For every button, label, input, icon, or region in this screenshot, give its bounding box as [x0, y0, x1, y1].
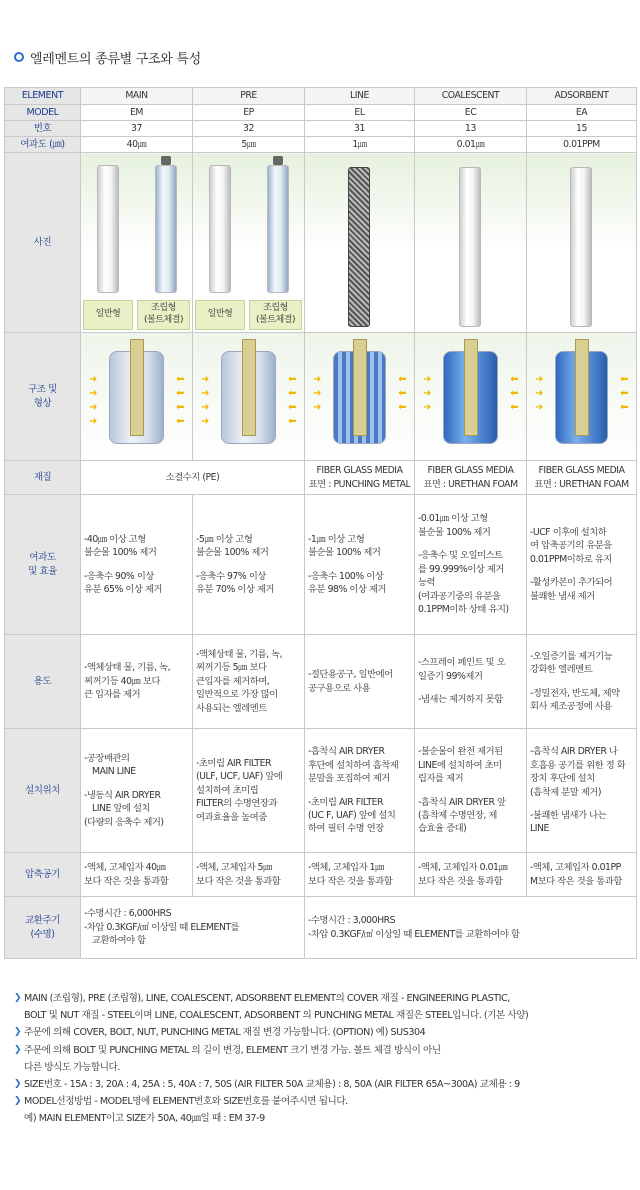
flow-core-icon [353, 339, 367, 436]
number-pre: 32 [193, 121, 305, 137]
table-row-air [5, 853, 637, 897]
efficiency-main: -40㎛ 이상 고형 불순물 100% 제거 -응축수 90% 이상 유분 65% 이상 제거 [81, 495, 193, 635]
filtration-main: 40㎛ [81, 137, 193, 153]
filtration-line: 1㎛ [305, 137, 415, 153]
model-main: EM [81, 105, 193, 121]
bolt-cap-icon [161, 156, 171, 165]
table-row-install [5, 729, 637, 853]
usage-line: -절단용공구, 일반에어 공구용으로 사용 [305, 635, 415, 729]
row-label-number: 번호 [5, 121, 81, 137]
note-item: ❯ SIZE번호 - 15A : 3, 20A : 4, 25A : 5, 40A : 7, 50S (AIR FILTER 50A 교체용) : 8, 50A (AIR FILTER 65A~300A) 교체용 : 9 [14, 1076, 634, 1093]
structure-adsorbent [527, 333, 637, 461]
photo-main [81, 153, 193, 333]
inflow-arrow-icon: ➜ ➜ ➜ ➜ [89, 374, 97, 427]
install-main: -공장배관의 MAIN LINE -냉동식 AIR DRYER LINE 앞에 설치 (다량의 응축수 제거) [81, 729, 193, 853]
inflow-arrow-icon: ⬅ ⬅ ⬅ ⬅ [176, 374, 184, 427]
circle-bullet-icon [14, 52, 24, 62]
structure-pre [193, 333, 305, 461]
row-label-install: 설치위치 [5, 729, 81, 853]
note-item: ❯ MAIN (조립형), PRE (조립형), LINE, COALESCENT, ADSORBENT ELEMENT의 COVER 재질 - ENGINEERING PLASTIC, BOLT 및 NUT 재질 - STEEL이며 LINE, COALESCENT, ADSORBENT 의 PUNCHING METAL 재질은 STEEL입니다. (기본 사양) [14, 990, 634, 1024]
note-item: ❯ 주문에 의해 BOLT 및 PUNCHING METAL 의 길이 변경, ELEMENT 크기 변경 가능. 볼트 체결 방식이 아닌 다른 방식도 가능합니다. [14, 1042, 634, 1076]
air-main: -액체, 고체입자 40㎛ 보다 작은 것을 통과함 [81, 853, 193, 897]
inflow-arrow-icon: ➜ ➜ ➜ [423, 374, 431, 413]
col-header-element: ELEMENT [5, 88, 81, 105]
filter-element-image [459, 167, 481, 327]
row-label-efficiency: 여과도 및 효율 [5, 495, 81, 635]
number-adsorbent: 15 [527, 121, 637, 137]
filter-element-image [267, 165, 289, 293]
model-coalescent: EC [415, 105, 527, 121]
flow-core-icon [130, 339, 144, 436]
material-pe: 소결수지 (PE) [81, 461, 305, 495]
inflow-arrow-icon: ⬅ ⬅ ⬅ [510, 374, 518, 413]
row-label-photo: 사진 [5, 153, 81, 333]
row-label-usage: 용도 [5, 635, 81, 729]
filter-element-image [209, 165, 231, 293]
photo-label-assembly: 조립형 (볼트체결) [249, 300, 302, 330]
col-header-pre: PRE [193, 88, 305, 105]
filtration-pre: 5㎛ [193, 137, 305, 153]
usage-pre: -액체상태 물, 기름, 녹, 찌꺼기등 5㎛ 보다 큰입자를 제거하며, 일반적으로 가장 많이 사용되는 엘레멘트 [193, 635, 305, 729]
model-pre: EP [193, 105, 305, 121]
number-coalescent: 13 [415, 121, 527, 137]
structure-coalescent [415, 333, 527, 461]
col-header-main: MAIN [81, 88, 193, 105]
efficiency-adsorbent: -UCF 이후에 설치하 여 압축공기의 유분을 0.01PPM이하로 유지 -활성카본이 추가되어 불쾌한 냄새 제거 [527, 495, 637, 635]
col-header-coalescent: COALESCENT [415, 88, 527, 105]
note-item: ❯ 주문에 의해 COVER, BOLT, NUT, PUNCHING METAL 재질 변경 가능합니다. (OPTION) 예) SUS304 [14, 1024, 634, 1041]
install-line: -흡착식 AIR DRYER 후단에 설치하여 흡착제 분말을 포집하여 제거 -초미립 AIR FILTER (UC F, UAF) 앞에 설치 하여 필터 수명 연장 [305, 729, 415, 853]
row-label-material: 재질 [5, 461, 81, 495]
install-coalescent: -불순물이 완전 제거된 LINE에 설치하여 초미 립자를 제거 -흡착식 AIR DRYER 앞 (흡착제 수명연장, 제 습효율 증대) [415, 729, 527, 853]
photo-label-assembly: 조립형 (볼트체결) [137, 300, 190, 330]
number-line: 31 [305, 121, 415, 137]
row-label-model: MODEL [5, 105, 81, 121]
air-coalescent: -액체, 고체입자 0.01㎛ 보다 작은 것을 통과함 [415, 853, 527, 897]
photo-adsorbent [527, 153, 637, 333]
bolt-cap-icon [273, 156, 283, 165]
photo-pre [193, 153, 305, 333]
arrow-bullet-icon: ❯ [14, 1079, 22, 1090]
row-label-air: 압축공기 [5, 853, 81, 897]
table-row-model [5, 105, 637, 121]
table-row-usage [5, 635, 637, 729]
flow-core-icon [242, 339, 256, 436]
table-row-structure [5, 333, 637, 461]
row-label-replace: 교환주기 (수명) [5, 897, 81, 959]
filter-element-image [155, 165, 177, 293]
filtration-coalescent: 0.01㎛ [415, 137, 527, 153]
table-row-photo [5, 153, 637, 333]
row-label-structure: 구조 및 형상 [5, 333, 81, 461]
efficiency-pre: -5㎛ 이상 고형 불순물 100% 제거 -응축수 97% 이상 유분 70% 이상 제거 [193, 495, 305, 635]
table-row-efficiency [5, 495, 637, 635]
arrow-bullet-icon: ❯ [14, 1044, 22, 1055]
page-title [14, 47, 201, 67]
air-pre: -액체, 고체입자 5㎛ 보다 작은 것을 통과함 [193, 853, 305, 897]
page-title-text: 엘레멘트의 종류별 구조와 특성 [30, 51, 201, 67]
efficiency-line: -1㎛ 이상 고형 불순물 100% 제거 -응축수 100% 이상 유분 98% 이상 제거 [305, 495, 415, 635]
photo-label-general: 일반형 [83, 300, 133, 330]
material-adsorbent: FIBER GLASS MEDIA 표면 : URETHAN FOAM [527, 461, 637, 495]
col-header-adsorbent: ADSORBENT [527, 88, 637, 105]
model-adsorbent: EA [527, 105, 637, 121]
material-line: FIBER GLASS MEDIA 표면 : PUNCHING METAL [305, 461, 415, 495]
inflow-arrow-icon: ➜ ➜ ➜ ➜ [201, 374, 209, 427]
filtration-adsorbent: 0.01PPM [527, 137, 637, 153]
filter-element-image [97, 165, 119, 293]
usage-main: -액체상태 물, 기름, 녹, 찌꺼기등 40㎛ 보다 큰 입자를 제거 [81, 635, 193, 729]
table-row-filtration [5, 137, 637, 153]
material-coalescent: FIBER GLASS MEDIA 표면 : URETHAN FOAM [415, 461, 527, 495]
install-pre: -초미립 AIR FILTER (ULF, UCF, UAF) 앞에 설치하여 초미립 FILTER의 수명연장과 여과효율을 높여줌 [193, 729, 305, 853]
efficiency-coalescent: -0.01㎛ 이상 고형 불순물 100% 제거 -응축수 및 오일미스트 를 99.999%이상 제거 능력 (여과공기중의 유분을 0.1PPM이하 상태 유지) [415, 495, 527, 635]
structure-main [81, 333, 193, 461]
photo-coalescent [415, 153, 527, 333]
air-line: -액체, 고체입자 1㎛ 보다 작은 것을 통과함 [305, 853, 415, 897]
inflow-arrow-icon: ⬅ ⬅ ⬅ ⬅ [288, 374, 296, 427]
number-main: 37 [81, 121, 193, 137]
table-row-material [5, 461, 637, 495]
usage-coalescent: -스프레이 페인트 및 오 일증기 99%제거 -냄새는 제거하지 못함 [415, 635, 527, 729]
usage-adsorbent: -오일증기를 제거기능 강화한 엘레멘트 -정밀전자, 반도체, 제약 회사 제조공정에 사용 [527, 635, 637, 729]
row-label-filtration: 여과도 (㎛) [5, 137, 81, 153]
filter-element-image [348, 167, 370, 327]
flow-core-icon [575, 339, 589, 436]
arrow-bullet-icon: ❯ [14, 1027, 22, 1038]
install-adsorbent: -흡착식 AIR DRYER 나 호흡용 공기를 위한 정 화 장치 후단에 설치 (흡착제 분말 제거) -불쾌한 냄새가 나는 LINE [527, 729, 637, 853]
notes-list [14, 990, 634, 1128]
arrow-bullet-icon: ❯ [14, 993, 22, 1003]
inflow-arrow-icon: ➜ ➜ ➜ [313, 374, 321, 413]
photo-label-general: 일반형 [195, 300, 245, 330]
photo-line [305, 153, 415, 333]
filter-element-image [570, 167, 592, 327]
inflow-arrow-icon: ➜ ➜ ➜ [535, 374, 543, 413]
note-item: ❯ MODEL선정방법 - MODEL명에 ELEMENT번호와 SIZE번호를 붙여주시면 됩니다. 예) MAIN ELEMENT이고 SIZE가 50A, 40㎛일 때 : EM 37-9 [14, 1093, 634, 1127]
element-spec-table [4, 87, 637, 959]
inflow-arrow-icon: ⬅ ⬅ ⬅ [398, 374, 406, 413]
table-row-number [5, 121, 637, 137]
arrow-bullet-icon: ❯ [14, 1096, 22, 1107]
flow-core-icon [464, 339, 478, 436]
model-line: EL [305, 105, 415, 121]
replace-others: -수명시간 : 3,000HRS -차압 0.3KGF/㎠ 이상일 때 ELEMENT를 교환하여야 함 [305, 897, 637, 959]
replace-main-pre: -수명시간 : 6,000HRS -차압 0.3KGF/㎠ 이상일 때 ELEMENT를 교환하여야 함 [81, 897, 305, 959]
air-adsorbent: -액체, 고체입자 0.01PP M보다 작은 것을 통과함 [527, 853, 637, 897]
col-header-line: LINE [305, 88, 415, 105]
table-row-replace [5, 897, 637, 959]
inflow-arrow-icon: ⬅ ⬅ ⬅ [620, 374, 628, 413]
structure-line [305, 333, 415, 461]
table-header-row [5, 88, 637, 105]
